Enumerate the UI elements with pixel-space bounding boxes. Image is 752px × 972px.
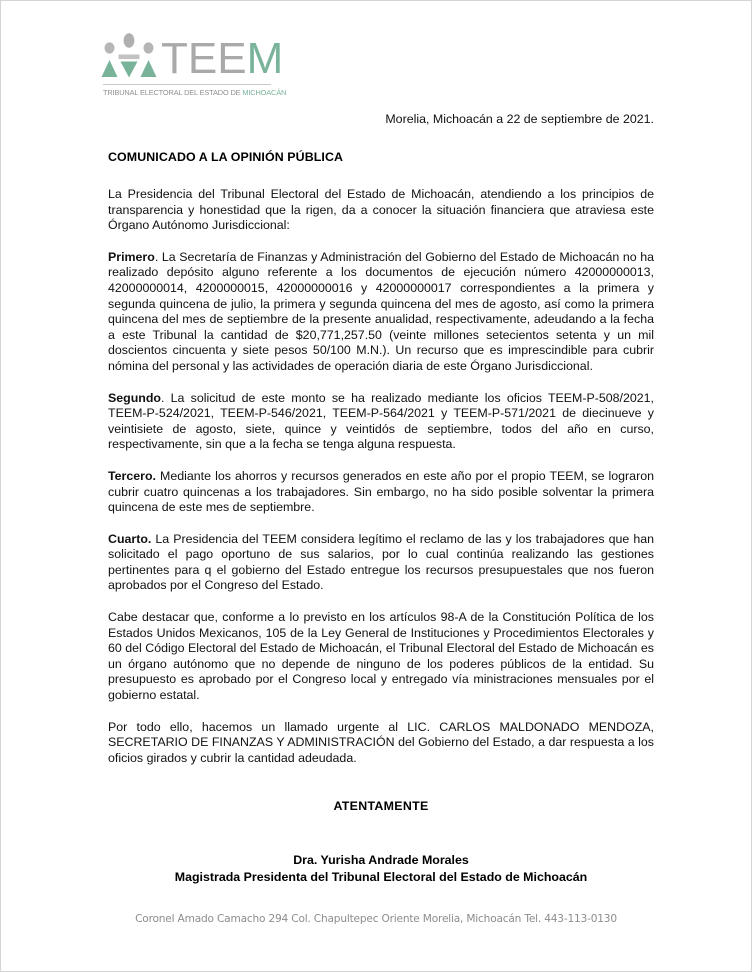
teem-wordmark (161, 34, 284, 83)
paragraph-closing: Por todo ello, hacemos un llamado urgente al LIC. CARLOS MALDONADO MENDOZA, SECRETARIO DE FINANZAS Y ADMINISTRACIÓN del Gobierno del Estado, a dar respuesta a los oficios girados y cubrir la cantidad adeudada. (108, 719, 654, 765)
wordmark-gray-part: TEE (161, 34, 247, 83)
clause-segundo-text: . La solicitud de este monto se ha realizado mediante los oficios TEEM-P-508/2021, TEEM-P-524/2021, TEEM-P-546/2021, TEEM-P-564/2021 y TEEM-P-571/2021 de diecinueve y veintisiete de agosto, siete, quince y veintidós de septiembre, todos del año en curso, respectivamente, sin que a la fecha se tenga alguna respuesta. (108, 390, 654, 452)
document-body (108, 111, 654, 886)
clause-segundo-label: Segundo (108, 390, 161, 405)
date-line: Morelia, Michoacán a 22 de septiembre de 2021. (385, 112, 654, 126)
tagline-state: MICHOACÁN (242, 88, 287, 97)
clause-cuarto-text: La Presidencia del TEEM considera legítimo el reclamo de las y los trabajadores que han solicitado el pago oportuno de sus salarios, por lo cual continúa realizando las gestiones pertinentes para q el gobierno del Estado entregue los recursos presupuestales que nos fueron aprobados por el Congreso del Estado. (108, 531, 654, 593)
signer-name: Dra. Yurisha Andrade Morales (293, 853, 469, 868)
signature-block (108, 852, 654, 886)
clause-segundo (108, 391, 654, 453)
logo-row (101, 25, 401, 83)
teem-emblem-icon (101, 27, 157, 79)
paragraph-intro: La Presidencia del Tribunal Electoral del Estado de Michoacán, atendiendo a los principios de transparencia y honestidad que la rigen, da a conocer la situación financiera que atraviesa este Órgano Autónomo Jurisdiccional: (108, 187, 654, 233)
footer-address: Coronel Amado Camacho 294 Col. Chapultepec Oriente Morelia, Michoacán Tel. 443-113-0130 (135, 913, 617, 925)
document-headline: COMUNICADO A LA OPINIÓN PÚBLICA (108, 150, 344, 164)
clause-primero (108, 250, 654, 375)
letterhead (101, 25, 401, 107)
letterhead-divider (103, 84, 271, 85)
tagline-main: TRIBUNAL ELECTORAL DEL ESTADO DE (103, 88, 243, 97)
signer-title: Magistrada Presidenta del Tribunal Electoral del Estado de Michoacán (174, 870, 588, 885)
page-sheet (1, 1, 751, 971)
clause-cuarto-label: Cuarto. (108, 531, 152, 546)
wordmark-green-part: M (246, 34, 284, 83)
clause-primero-text: . La Secretaría de Finanzas y Administración del Gobierno del Estado de Michoacán no ha realizado depósito alguno referente a los documentos de ejecución número 42000000013, 42000000014, 4200000015, 42000000016 y 42000000017 correspondientes a la primera y segunda quincena de julio, la primera y segunda quincena del mes de agosto, así como la primera quincena del mes de septiembre de la presente anualidad, respectivamente, adeudando a la fecha a este Tribunal la cantidad de $20,771,257.50 (veinte millones setecientos setenta y un mil doscientos cincuenta y siete pesos 50/100 M.N.). Un recurso que es imprescindible para cubrir nómina del personal y las actividades de operación diaria de este Órgano Jurisdiccional. (108, 249, 654, 373)
letterhead-tagline (103, 88, 401, 97)
clause-tercero (108, 469, 654, 516)
paragraph-note: Cabe destacar que, conforme a lo previsto en los artículos 98-A de la Constitución Política de los Estados Unidos Mexicanos, 105 de la Ley General de Instituciones y Procedimientos Electorales y 60 del Código Electoral del Estado de Michoacán, el Tribunal Electoral del Estado de Michoacán es un órgano autónomo que no depende de ninguno de los poderes públicos de la entidad. Su presupuesto es aprobado por el Congreso local y entregado vía ministraciones mensuales por el gobierno estatal. (108, 610, 654, 703)
signoff-label: ATENTAMENTE (333, 799, 429, 814)
clause-tercero-label: Tercero. (108, 468, 156, 483)
clause-primero-label: Primero (108, 249, 155, 264)
clause-tercero-text: Mediante los ahorros y recursos generados en este año por el propio TEEM, se lograron cubrir cuatro quincenas a los trabajadores. Sin embargo, no ha sido posible solventar la primera quincena de este mes de septiembre. (108, 468, 654, 515)
clause-cuarto (108, 532, 654, 594)
